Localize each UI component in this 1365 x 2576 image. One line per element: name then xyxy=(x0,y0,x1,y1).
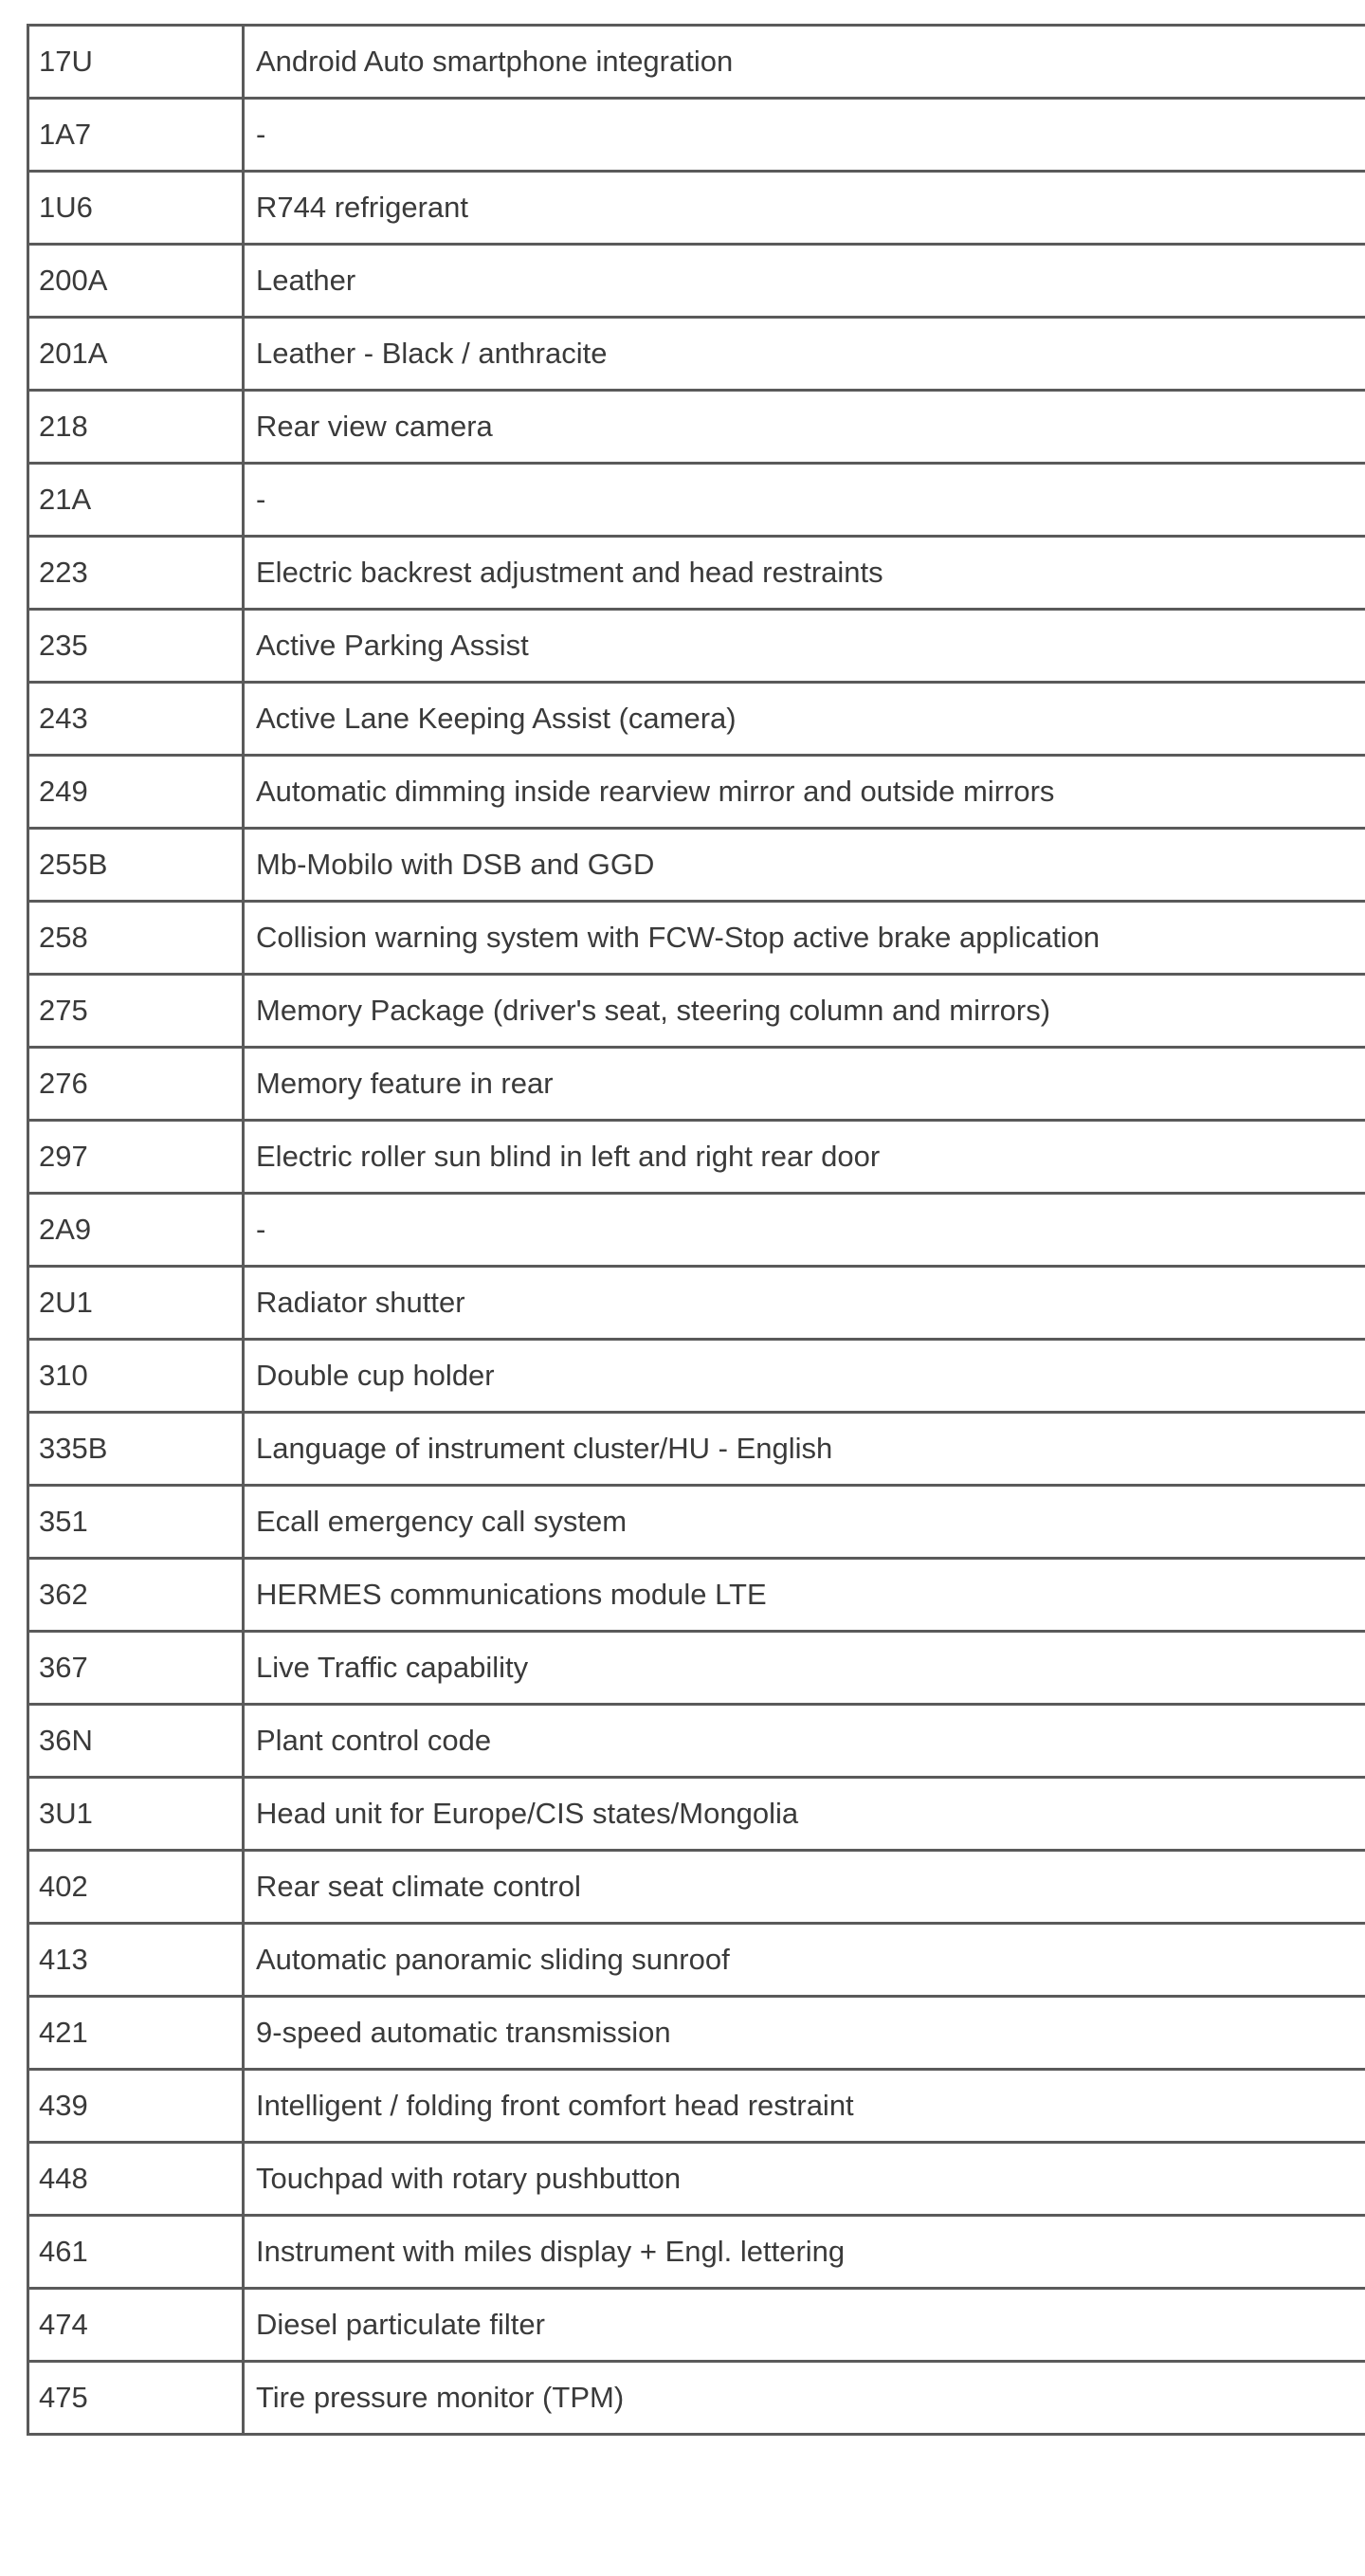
table-row xyxy=(28,2070,1365,2143)
option-description-cell: Rear seat climate control xyxy=(244,1851,1365,1924)
option-description-cell: Rear view camera xyxy=(244,391,1365,464)
option-code-cell: 276 xyxy=(28,1048,244,1121)
option-code-cell: 243 xyxy=(28,683,244,756)
option-code-cell: 475 xyxy=(28,2362,244,2435)
option-code-cell: 421 xyxy=(28,1997,244,2070)
option-code-cell: 413 xyxy=(28,1924,244,1997)
option-code-cell: 310 xyxy=(28,1340,244,1413)
option-description-cell: R744 refrigerant xyxy=(244,172,1365,245)
option-description-cell: Plant control code xyxy=(244,1705,1365,1778)
option-code-cell: 439 xyxy=(28,2070,244,2143)
table-row xyxy=(28,756,1365,829)
option-code-cell: 461 xyxy=(28,2216,244,2289)
table-row xyxy=(28,1924,1365,1997)
table-row xyxy=(28,318,1365,391)
option-description-cell: HERMES communications module LTE xyxy=(244,1559,1365,1632)
option-code-cell: 258 xyxy=(28,902,244,975)
option-code-cell: 2A9 xyxy=(28,1194,244,1267)
option-description-cell: Intelligent / folding front comfort head restraint xyxy=(244,2070,1365,2143)
option-description-cell: Leather xyxy=(244,245,1365,318)
option-description-cell: Head unit for Europe/CIS states/Mongolia xyxy=(244,1778,1365,1851)
option-code-cell: 223 xyxy=(28,537,244,610)
table-row xyxy=(28,2143,1365,2216)
table-row xyxy=(28,829,1365,902)
table-row xyxy=(28,2289,1365,2362)
table-row xyxy=(28,391,1365,464)
option-description-cell: Radiator shutter xyxy=(244,1267,1365,1340)
table-row xyxy=(28,1048,1365,1121)
option-description-cell: Android Auto smartphone integration xyxy=(244,26,1365,99)
option-code-cell: 249 xyxy=(28,756,244,829)
option-code-cell: 2U1 xyxy=(28,1267,244,1340)
option-code-cell: 3U1 xyxy=(28,1778,244,1851)
option-code-cell: 474 xyxy=(28,2289,244,2362)
option-description-cell: Electric backrest adjustment and head restraints xyxy=(244,537,1365,610)
option-description-cell: Double cup holder xyxy=(244,1340,1365,1413)
option-code-cell: 275 xyxy=(28,975,244,1048)
table-row xyxy=(28,1778,1365,1851)
option-description-cell: Automatic panoramic sliding sunroof xyxy=(244,1924,1365,1997)
option-code-cell: 367 xyxy=(28,1632,244,1705)
table-row xyxy=(28,1413,1365,1486)
table-row xyxy=(28,1851,1365,1924)
option-code-cell: 297 xyxy=(28,1121,244,1194)
table-row xyxy=(28,1267,1365,1340)
option-code-cell: 402 xyxy=(28,1851,244,1924)
option-description-cell: - xyxy=(244,99,1365,172)
option-description-cell: Memory Package (driver's seat, steering column and mirrors) xyxy=(244,975,1365,1048)
option-description-cell: Language of instrument cluster/HU - English xyxy=(244,1413,1365,1486)
table-row xyxy=(28,26,1365,99)
option-description-cell: Ecall emergency call system xyxy=(244,1486,1365,1559)
table-row xyxy=(28,537,1365,610)
option-description-cell: Leather - Black / anthracite xyxy=(244,318,1365,391)
option-description-cell: - xyxy=(244,464,1365,537)
table-row xyxy=(28,2362,1365,2435)
table-row xyxy=(28,245,1365,318)
option-code-cell: 351 xyxy=(28,1486,244,1559)
option-code-cell: 200A xyxy=(28,245,244,318)
option-description-cell: Electric roller sun blind in left and right rear door xyxy=(244,1121,1365,1194)
option-description-cell: Active Lane Keeping Assist (camera) xyxy=(244,683,1365,756)
option-description-cell: Collision warning system with FCW-Stop active brake application xyxy=(244,902,1365,975)
option-code-cell: 21A xyxy=(28,464,244,537)
option-code-cell: 17U xyxy=(28,26,244,99)
table-row xyxy=(28,1194,1365,1267)
option-description-cell: 9-speed automatic transmission xyxy=(244,1997,1365,2070)
table-row xyxy=(28,1121,1365,1194)
table-row xyxy=(28,975,1365,1048)
option-codes-sheet xyxy=(27,24,1365,2436)
option-description-cell: Diesel particulate filter xyxy=(244,2289,1365,2362)
option-description-cell: Memory feature in rear xyxy=(244,1048,1365,1121)
option-code-cell: 362 xyxy=(28,1559,244,1632)
option-description-cell: Instrument with miles display + Engl. lettering xyxy=(244,2216,1365,2289)
option-description-cell: Live Traffic capability xyxy=(244,1632,1365,1705)
table-row xyxy=(28,99,1365,172)
option-description-cell: Mb-Mobilo with DSB and GGD xyxy=(244,829,1365,902)
option-code-cell: 335B xyxy=(28,1413,244,1486)
option-code-cell: 201A xyxy=(28,318,244,391)
table-row xyxy=(28,1632,1365,1705)
option-description-cell: - xyxy=(244,1194,1365,1267)
table-row xyxy=(28,2216,1365,2289)
option-code-cell: 448 xyxy=(28,2143,244,2216)
table-row xyxy=(28,683,1365,756)
option-code-cell: 218 xyxy=(28,391,244,464)
option-codes-table xyxy=(27,24,1365,2436)
table-row xyxy=(28,172,1365,245)
table-row xyxy=(28,610,1365,683)
table-row xyxy=(28,1340,1365,1413)
option-description-cell: Touchpad with rotary pushbutton xyxy=(244,2143,1365,2216)
option-codes-table-body xyxy=(28,26,1365,2435)
table-row xyxy=(28,1997,1365,2070)
table-row xyxy=(28,464,1365,537)
table-row xyxy=(28,902,1365,975)
option-code-cell: 235 xyxy=(28,610,244,683)
option-code-cell: 1U6 xyxy=(28,172,244,245)
option-code-cell: 1A7 xyxy=(28,99,244,172)
option-description-cell: Tire pressure monitor (TPM) xyxy=(244,2362,1365,2435)
option-code-cell: 36N xyxy=(28,1705,244,1778)
option-description-cell: Automatic dimming inside rearview mirror and outside mirrors xyxy=(244,756,1365,829)
table-row xyxy=(28,1559,1365,1632)
option-description-cell: Active Parking Assist xyxy=(244,610,1365,683)
option-code-cell: 255B xyxy=(28,829,244,902)
table-row xyxy=(28,1486,1365,1559)
table-row xyxy=(28,1705,1365,1778)
